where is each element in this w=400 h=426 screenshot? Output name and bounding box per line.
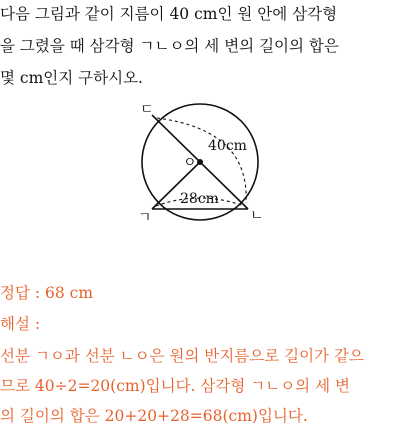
question-line-2: 을 그렸을 때 삼각형 ㄱㄴㅇ의 세 변의 길이의 합은	[0, 37, 339, 55]
explanation-heading: 해설 :	[0, 315, 41, 333]
center-point	[197, 159, 203, 165]
length-top: 40cm	[208, 138, 247, 154]
question-line-1: 다음 그림과 같이 지름이 40 cm인 원 안에 삼각형	[0, 5, 338, 23]
explanation-line-1: 선분 ㄱㅇ과 선분 ㄴㅇ은 원의 반지름으로 길이가 같으	[0, 347, 364, 365]
length-bottom: 28cm	[180, 191, 219, 207]
answer-line: 정답 : 68 cm	[0, 284, 94, 302]
label-right: ㄴ	[250, 208, 264, 224]
explanation-line-3: 의 길이의 합은 20+20+28=68(cm)입니다.	[0, 407, 308, 425]
question-line-3: 몇 cm인지 구하시오.	[0, 69, 143, 87]
label-top: ㄷ	[140, 102, 154, 118]
label-left: ㄱ	[138, 210, 152, 226]
label-center: ㅇ	[183, 155, 197, 171]
explanation-line-2: 므로 40÷2=20(cm)입니다. 삼각형 ㄱㄴㅇ의 세 변	[0, 377, 350, 395]
